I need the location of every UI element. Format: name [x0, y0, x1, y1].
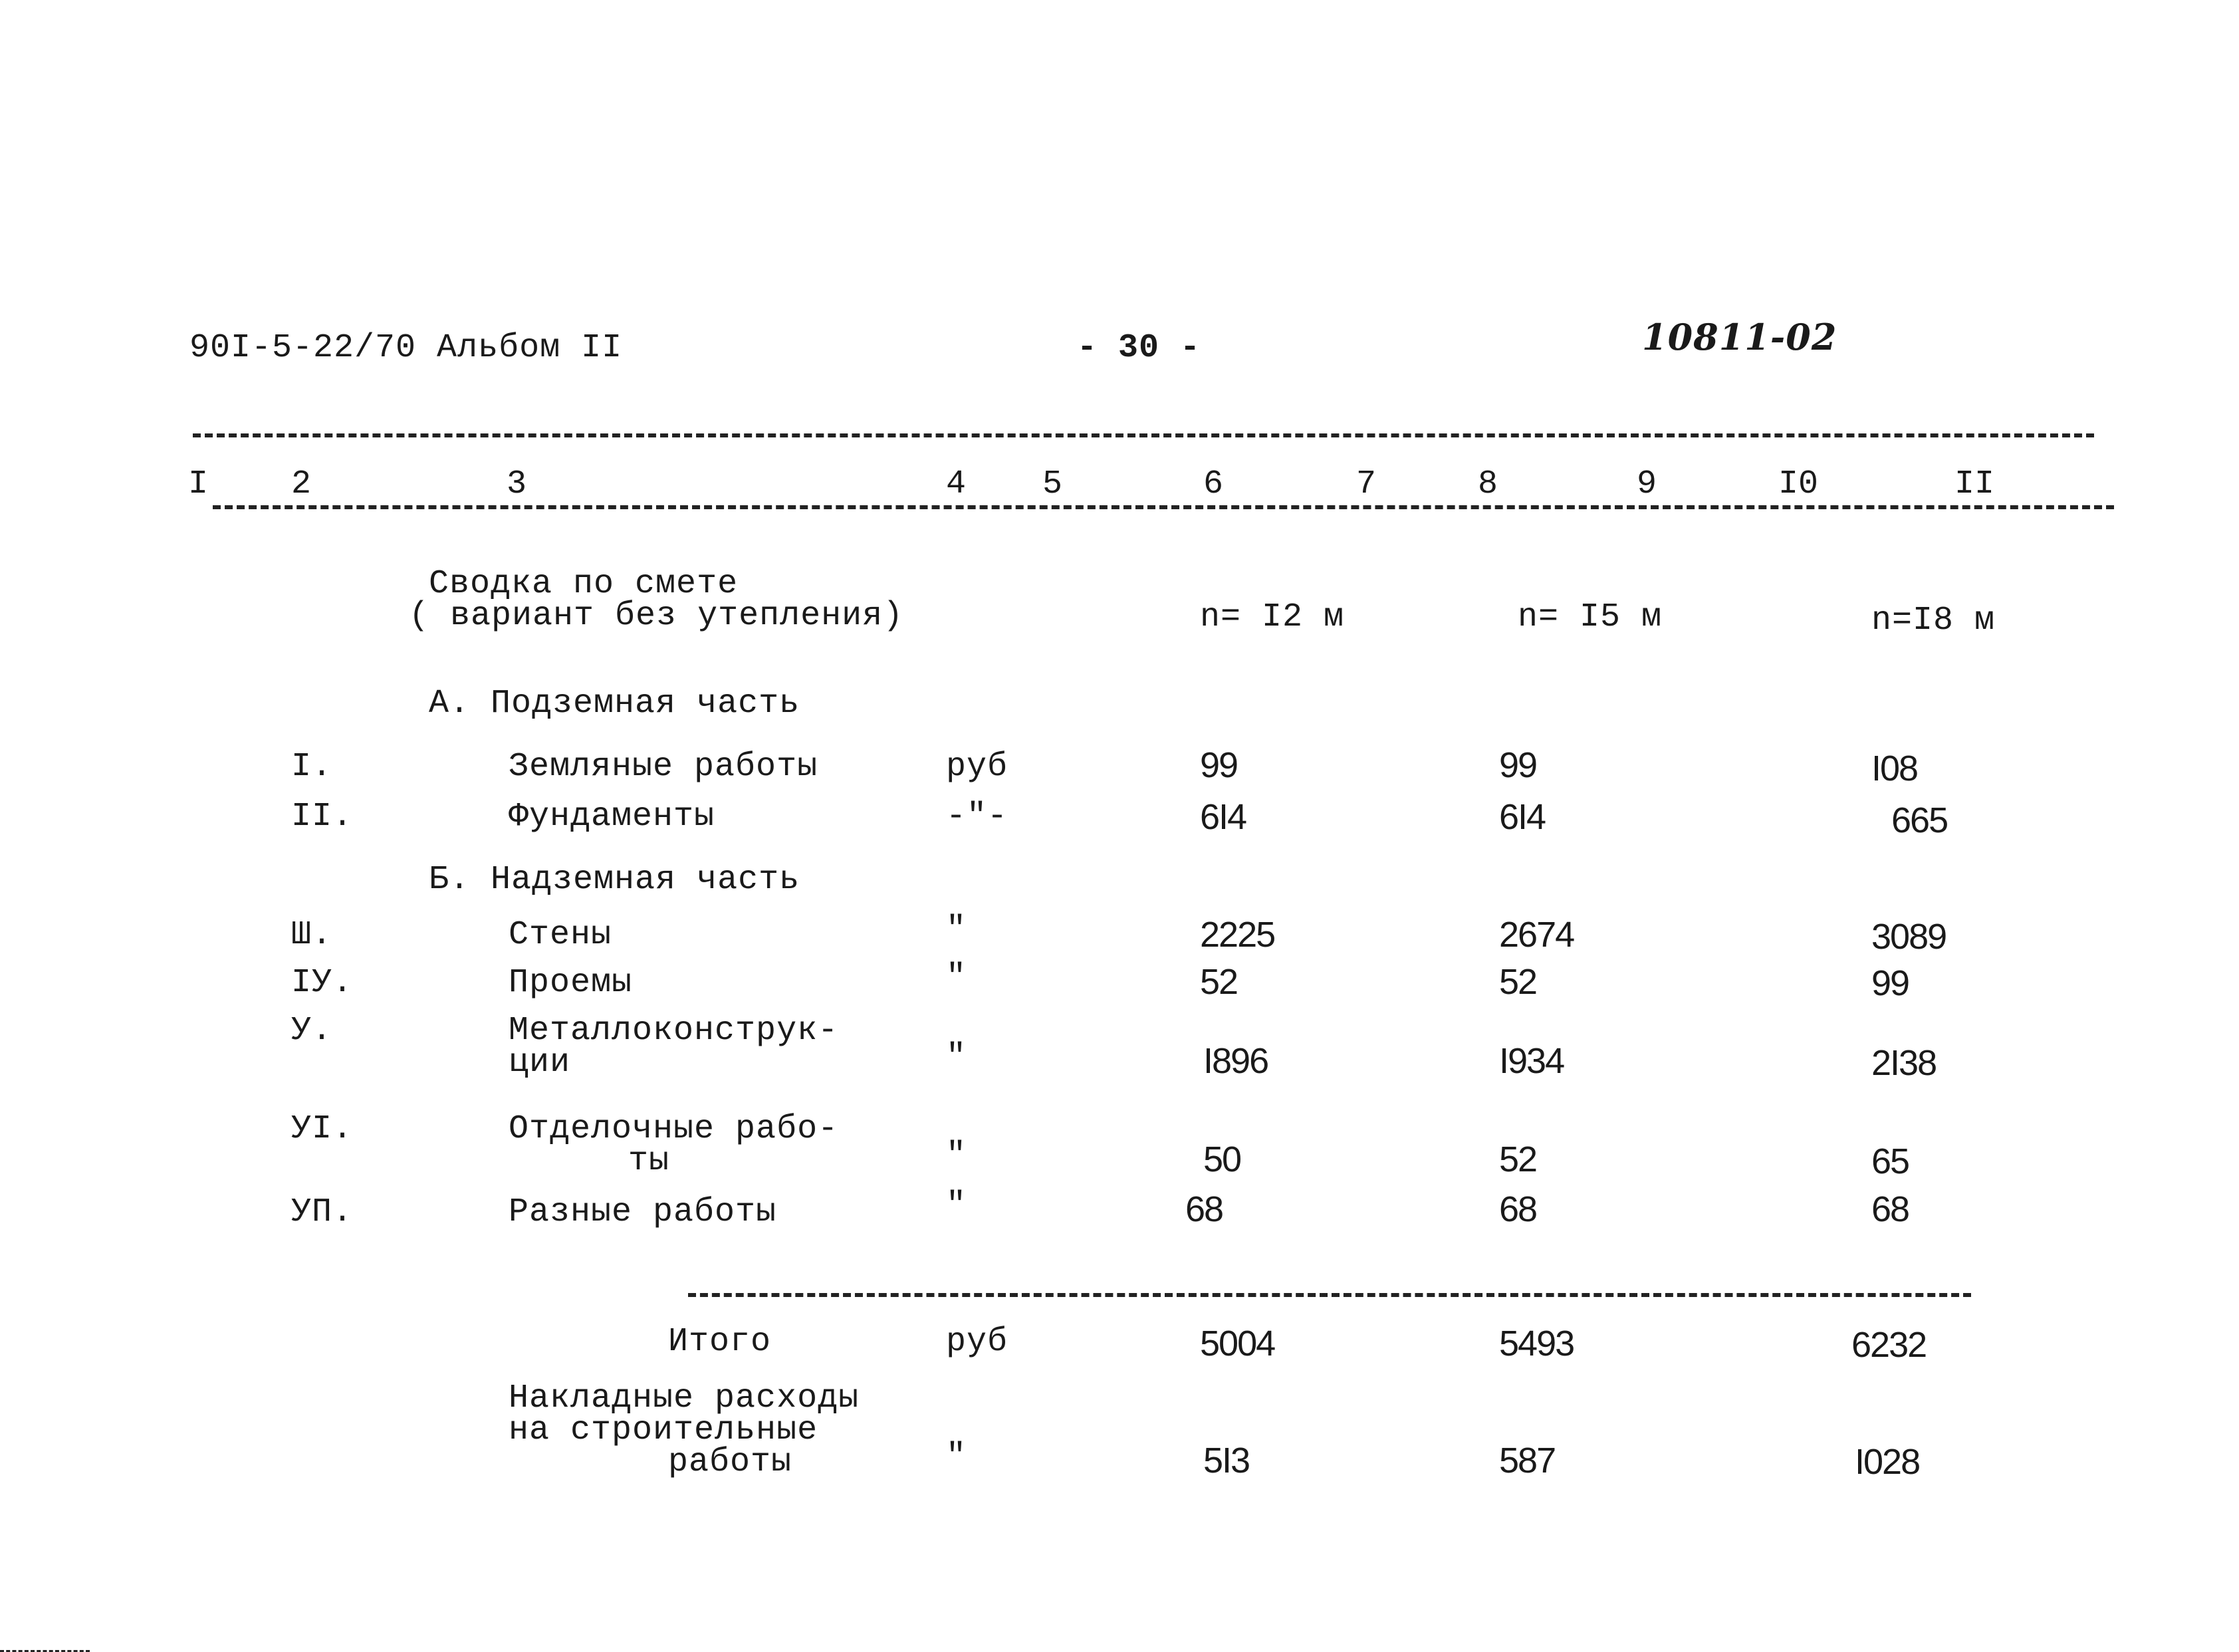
column-number: 3 [507, 465, 527, 503]
row-value-15m: 99 [1499, 745, 1537, 785]
column-number: 8 [1478, 465, 1498, 503]
section-heading-underground: А. Подземная часть [429, 685, 800, 723]
row-value-18m: 3089 [1871, 917, 1946, 957]
row-unit: -"- [946, 798, 1008, 836]
row-name: Металлоконструк- [509, 1012, 839, 1050]
column-number: I [188, 465, 209, 503]
row-number: Ш. [291, 916, 333, 954]
row-value-18m: I08 [1871, 749, 1918, 788]
row-value-12m: 2225 [1200, 915, 1275, 955]
row-name: Земляные работы [509, 748, 818, 786]
row-number: УI. [291, 1110, 354, 1148]
overhead-name-continuation: работы [668, 1443, 792, 1481]
row-number: У. [291, 1012, 333, 1050]
handwritten-stamp: 10811-02 [1642, 316, 1837, 358]
variant-header: n=I8 м [1871, 602, 1996, 640]
total-value-18m: 6232 [1851, 1325, 1927, 1365]
row-name-continuation: ции [509, 1044, 571, 1082]
row-unit: руб [946, 748, 1008, 786]
top-dashed-rule [193, 433, 2094, 437]
row-value-15m: 2674 [1499, 915, 1574, 955]
column-number: 9 [1637, 465, 1657, 503]
column-number: 2 [291, 465, 312, 503]
row-value-15m: 52 [1499, 1139, 1537, 1179]
row-number: I. [291, 748, 333, 786]
summary-subtitle: ( вариант без утепления) [409, 597, 904, 635]
row-number: УП. [291, 1193, 354, 1231]
row-name: Разные работы [509, 1193, 777, 1231]
row-value-12m: 50 [1203, 1139, 1241, 1179]
column-number: 4 [946, 465, 967, 503]
overhead-value-12m: 5I3 [1203, 1441, 1250, 1480]
row-value-15m: I934 [1499, 1041, 1564, 1081]
total-unit: руб [946, 1323, 1008, 1361]
row-value-12m: I896 [1203, 1041, 1268, 1081]
variant-header: n= I5 м [1518, 598, 1663, 636]
overhead-value-18m: I028 [1855, 1442, 1920, 1482]
row-value-18m: 68 [1871, 1189, 1909, 1229]
column-number: 6 [1203, 465, 1224, 503]
total-label: Итого [668, 1323, 772, 1361]
row-value-12m: 68 [1185, 1189, 1223, 1229]
row-value-15m: 52 [1499, 962, 1537, 1002]
total-value-12m: 5004 [1200, 1324, 1275, 1363]
overhead-unit: " [946, 1438, 967, 1476]
row-unit: " [946, 1137, 967, 1175]
overhead-name-continuation: на строительные [509, 1411, 818, 1449]
row-number: IУ. [291, 964, 354, 1002]
overhead-value-15m: 587 [1499, 1441, 1556, 1480]
row-value-15m: 68 [1499, 1189, 1537, 1229]
document-code: 90I-5-22/70 Альбом II [189, 329, 623, 367]
row-value-18m: 665 [1891, 800, 1948, 840]
row-unit: " [946, 911, 967, 949]
row-name: Стены [509, 916, 612, 954]
row-name-continuation: ты [628, 1142, 670, 1180]
row-value-12m: 99 [1200, 745, 1238, 785]
column-number: 5 [1042, 465, 1063, 503]
column-number: II [1954, 465, 1995, 503]
row-value-18m: 65 [1871, 1141, 1909, 1181]
overhead-name: Накладные расходы [509, 1379, 860, 1417]
row-value-15m: 6I4 [1499, 797, 1546, 837]
variant-header: n= I2 м [1200, 598, 1345, 636]
row-value-18m: 2I38 [1871, 1043, 1937, 1083]
column-number-dashed-rule [213, 505, 2114, 509]
summary-title: Сводка по смете [429, 565, 739, 603]
total-value-15m: 5493 [1499, 1324, 1574, 1363]
row-unit: " [946, 1187, 967, 1225]
row-number: II. [291, 798, 354, 836]
column-number: 7 [1356, 465, 1377, 503]
page-number: - 30 - [1077, 329, 1201, 367]
totals-dashed-rule [688, 1293, 1971, 1297]
row-name: Проемы [509, 964, 633, 1002]
row-value-18m: 99 [1871, 963, 1909, 1003]
row-value-12m: 6I4 [1200, 797, 1246, 837]
section-heading-aboveground: Б. Надземная часть [429, 861, 800, 899]
row-name: Отделочные рабо- [509, 1110, 839, 1148]
row-unit: " [946, 959, 967, 997]
row-unit: " [946, 1038, 967, 1076]
row-name: Фундаменты [509, 798, 715, 836]
column-number: I0 [1778, 465, 1819, 503]
row-value-12m: 52 [1200, 962, 1238, 1002]
